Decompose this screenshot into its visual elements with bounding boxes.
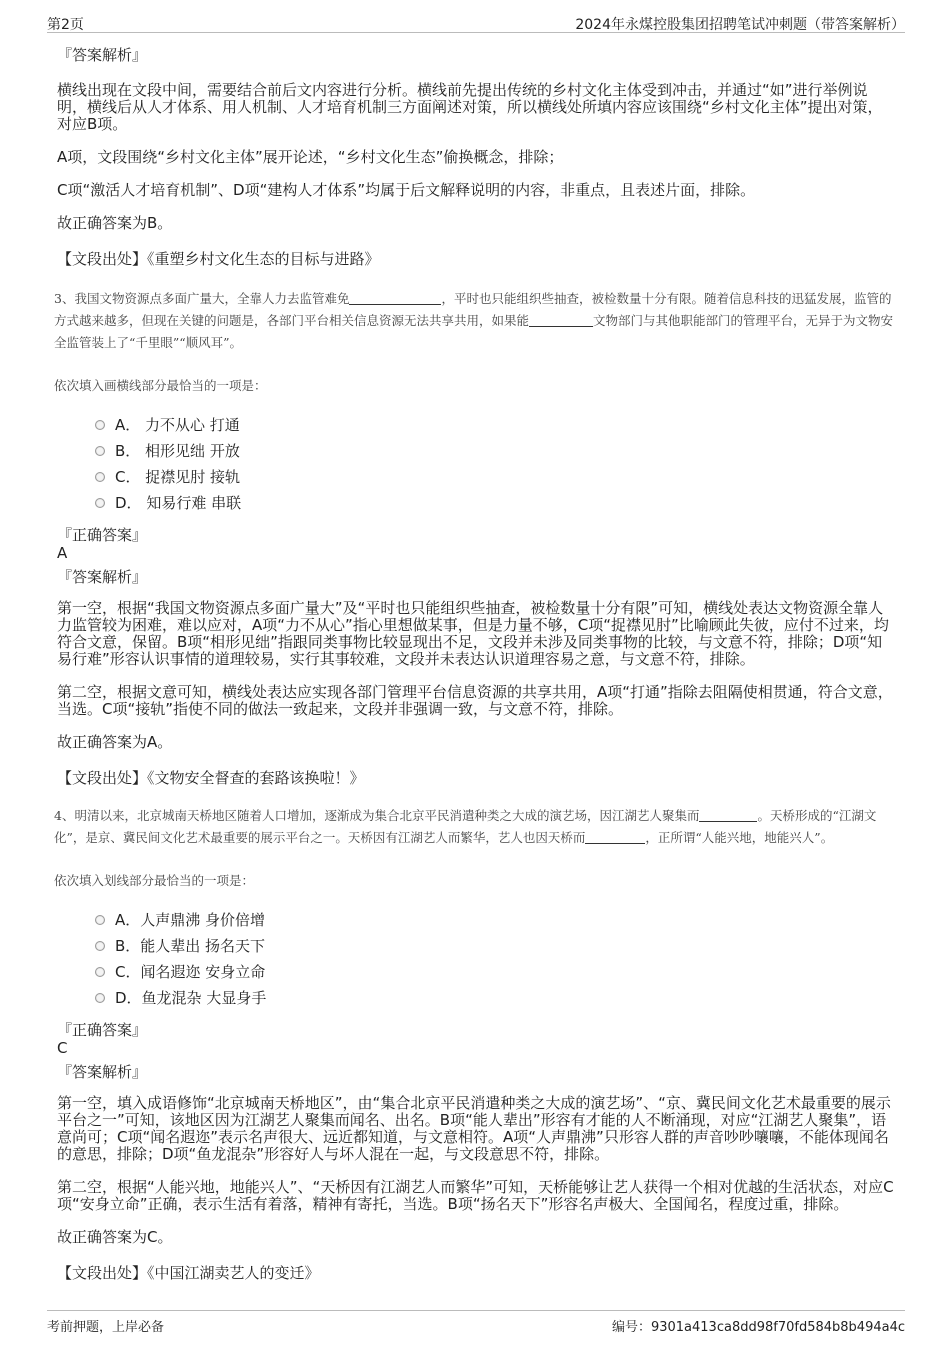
correct-answer: A <box>57 544 68 562</box>
correct-answer-label: 『正确答案』 <box>57 526 148 544</box>
analysis-label: 『答案解析』 <box>57 46 148 64</box>
fill-blank <box>529 312 593 327</box>
question-prompt: 依次填入画横线部分最恰当的一项是： <box>54 378 267 393</box>
question-prompt: 依次填入划线部分最恰当的一项是： <box>54 873 255 888</box>
option-b[interactable] <box>95 438 897 464</box>
radio-icon[interactable] <box>95 446 105 456</box>
fill-blank <box>585 829 645 844</box>
question-stem <box>54 805 897 849</box>
stem-text: 4、明清以来，北京城南天桥地区随着人口增加，逐渐成为集合北京平民消遣种类之大成的演艺场，因江湖艺人聚集而 <box>54 808 700 823</box>
question-stem <box>54 288 897 354</box>
page-header <box>47 10 905 33</box>
question-4 <box>54 805 897 1282</box>
analysis-paragraph: A项，文段围绕“乡村文化主体”展开论述，“乡村文化生态”偷换概念，排除； <box>57 148 564 166</box>
page-footer <box>47 1310 905 1338</box>
option-a[interactable] <box>95 412 897 438</box>
option-label: D． 知易行难 串联 <box>115 494 242 512</box>
option-a[interactable] <box>95 907 897 933</box>
option-c[interactable] <box>95 959 897 985</box>
stem-text: ，平时也只能组织些抽查，被检数量十分有限。随着信息科技的迅猛发展，监管的方式越来越多，但现在关键的问题是，各部门平台相关信息资源无法共享共用，如果能 <box>54 291 892 328</box>
analysis-paragraph: 第二空，根据文意可知，横线处表达应实现各部门管理平台信息资源的共享共用，A项“打通”指除去阻隔使相贯通，符合文意，当选。C项“接轨”指使不同的做法一致起来，文段并非强调一致，与文意不符，排除。 <box>57 683 893 718</box>
analysis-paragraph: 第二空，根据“人能兴地，地能兴人”、“天桥因有江湖艺人而繁华”可知，天桥能够让艺人获得一个相对优越的生活状态，对应C项“安身立命”正确，表示生活有着落，精神有寄托，当选。B项“扬名天下”形容名声极大、全国闻名，程度过重，排除。 <box>57 1178 894 1213</box>
correct-answer-label: 『正确答案』 <box>57 1021 148 1039</box>
stem-text: 3、我国文物资源点多面广量大，全靠人力去监管难免 <box>54 291 350 306</box>
option-label: C．闻名遐迩 安身立命 <box>115 963 266 981</box>
option-label: A．人声鼎沸 身价倍增 <box>115 911 266 929</box>
option-label: B． 相形见绌 开放 <box>115 442 240 460</box>
radio-icon[interactable] <box>95 915 105 925</box>
question-2-analysis <box>57 46 897 268</box>
stem-text: 。天桥形成的“江湖文化”，是京、冀民间文化艺术最重要的展示平台之一。天桥因有江湖艺人而繁华，艺人也因天桥而 <box>54 808 877 845</box>
answer-conclusion: 故正确答案为A。 <box>57 733 173 751</box>
document-code: 编号：9301a413ca8dd98f70fd584b8b494a4c <box>611 1320 905 1335</box>
main-content <box>54 46 897 1300</box>
radio-icon[interactable] <box>95 472 105 482</box>
radio-icon[interactable] <box>95 498 105 508</box>
radio-icon[interactable] <box>95 420 105 430</box>
analysis-paragraph: 第一空，填入成语修饰“北京城南天桥地区”，由“集合北京平民消遣种类之大成的演艺场”、“京、冀民间文化艺术最重要的展示平台之一”可知，该地区因为江湖艺人聚集而闻名、出名。B项“能人辈出”形容有才能的人不断涌现，对应“江湖艺人聚集”，语意尚可；C项“闻名遐迩”表示名声很大、远近都知道，与文意相符。A项“人声鼎沸”只形容人群的声音吵吵嚷嚷，不能体现闻名的意思，排除；D项“鱼龙混杂”形容好人与坏人混在一起，与文段意思不符，排除。 <box>57 1094 891 1163</box>
option-d[interactable] <box>95 985 897 1011</box>
option-label: A． 力不从心 打通 <box>115 416 240 434</box>
analysis-paragraph: C项“激活人才培育机制”、D项“建构人才体系”均属于后文解释说明的内容，非重点，且表述片面，排除。 <box>57 181 756 199</box>
analysis-label: 『答案解析』 <box>57 1063 148 1081</box>
question-3 <box>54 288 897 787</box>
fill-blank <box>699 807 757 822</box>
correct-answer: C <box>57 1039 68 1057</box>
analysis-paragraph: 横线出现在文段中间，需要结合前后文内容进行分析。横线前先提出传统的乡村文化主体受到冲击，并通过“如”进行举例说明，横线后从人才体系、用人机制、人才培育机制三方面阐述对策，所以横线处所填内容应该围绕“乡村文化主体”提出对策，对应B项。 <box>57 81 883 133</box>
radio-icon[interactable] <box>95 993 105 1003</box>
option-b[interactable] <box>95 933 897 959</box>
option-label: B．能人辈出 扬名天下 <box>115 937 266 955</box>
option-label: D．鱼龙混杂 大显身手 <box>115 989 267 1007</box>
stem-text: 文物部门与其他职能部门的管理平台，无异于为文物安全监管装上了“千里眼”“顺风耳”。 <box>54 313 894 350</box>
radio-icon[interactable] <box>95 941 105 951</box>
answer-conclusion: 故正确答案为C。 <box>57 1228 173 1246</box>
option-label: C． 捉襟见肘 接轨 <box>115 468 241 486</box>
document-title: 2024年永煤控股集团招聘笔试冲刺题（带答案解析） <box>575 17 905 33</box>
passage-source: 【文段出处】《中国江湖卖艺人的变迁》 <box>57 1264 320 1282</box>
radio-icon[interactable] <box>95 967 105 977</box>
option-c[interactable] <box>95 464 897 490</box>
options-list <box>95 907 897 1011</box>
passage-source: 【文段出处】《重塑乡村文化生态的目标与进路》 <box>57 250 380 268</box>
analysis-paragraph: 第一空，根据“我国文物资源点多面广量大”及“平时也只能组织些抽查，被检数量十分有限”可知，横线处表达文物资源全靠人力监管较为困难，难以应对，A项“力不从心”指心里想做某事，但是力量不够，C项“捉襟见肘”比喻顾此失彼，应付不过来，均符合文意，保留。B项“相形见绌”指跟同类事物比较显现出不足，文段并未涉及同类事物的比较，与文意不符，排除；D项“知易行难”形容认识事情的道理较易，实行其事较难，文段并未表达认识道理容易之意，与文意不符，排除。 <box>57 599 889 668</box>
passage-source: 【文段出处】《文物安全督查的套路该换啦！》 <box>57 769 365 787</box>
page-number: 第2页 <box>47 17 84 33</box>
fill-blank <box>349 290 441 305</box>
answer-conclusion: 故正确答案为B。 <box>57 214 173 232</box>
stem-text: ，正所谓“人能兴地，地能兴人”。 <box>645 830 834 845</box>
option-d[interactable] <box>95 490 897 516</box>
options-list <box>95 412 897 516</box>
analysis-label: 『答案解析』 <box>57 568 148 586</box>
footer-slogan: 考前押题，上岸必备 <box>47 1320 165 1335</box>
